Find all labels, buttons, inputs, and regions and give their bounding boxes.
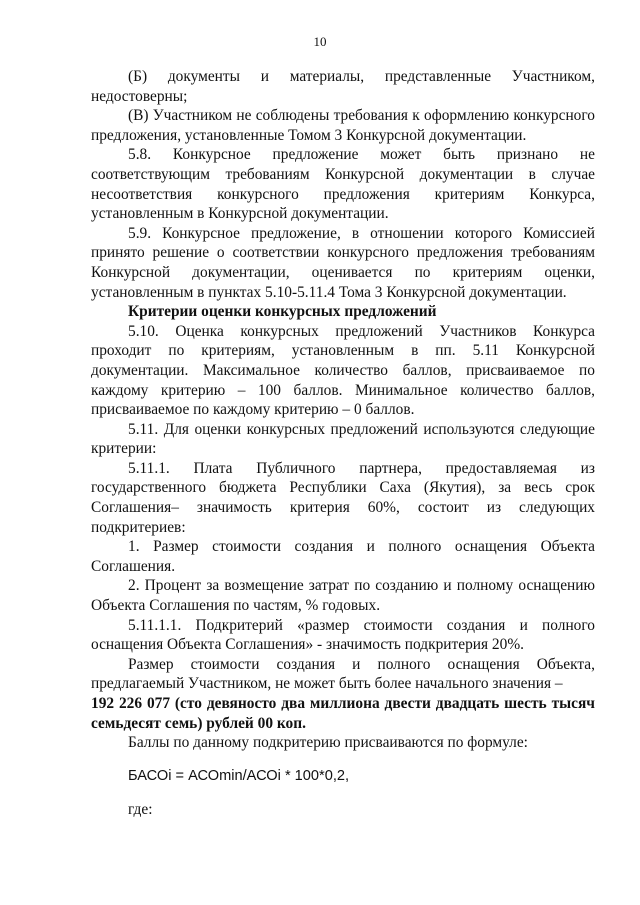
- formula: БАСОi = АСОmin/АСОi * 100*0,2,: [128, 767, 350, 784]
- paragraph-where: где:: [128, 801, 153, 819]
- list-item-1: 1. Размер стоимости создания и полного оснащения Объекта Соглашения.: [91, 538, 595, 575]
- paragraph-5-10: 5.10. Оценка конкурсных предложений Участников Конкурса проходит по критериям, установленным в пп. 5.11 Конкурсной документации. Максимальное количество баллов, присваиваемое по каждому критерию – 100 баллов. Минимальное количество баллов, присваиваемое по каждому критерию – 0 баллов.: [91, 322, 595, 419]
- paragraph-5-8: 5.8. Конкурсное предложение может быть признано не соответствующим требованиям Конкурсной документации в случае несоответствия конкурсного предложения критериям Конкурса, установленным в Конкурсной документации.: [91, 146, 595, 223]
- document-body: [91, 67, 595, 820]
- paragraph-5-9: 5.9. Конкурсное предложение, в отношении которого Комиссией принято решение о соответствии конкурсного предложения требованиям Конкурсной документации, оценивается по критериям оценки, установленным в пунктах 5.10-5.11.4 Тома 3 Конкурсной документации.: [91, 224, 595, 301]
- paragraph-5-11: 5.11. Для оценки конкурсных предложений используются следующие критерии:: [91, 420, 595, 458]
- paragraph-b: (Б) документы и материалы, представленные Участником, недостоверны;: [91, 68, 595, 105]
- paragraph-v: (В) Участником не соблюдены требования к оформлению конкурсного предложения, установленные Томом 3 Конкурсной документации.: [91, 107, 595, 144]
- list-item-2: 2. Процент за возмещение затрат по созданию и полному оснащению Объекта Соглашения по частям, % годовых.: [91, 577, 595, 615]
- paragraph-cost-limit: Размер стоимости создания и полного оснащения Объекта, предлагаемый Участником, не может быть более начального значения –: [91, 655, 595, 693]
- section-heading: Критерии оценки конкурсных предложений: [128, 303, 437, 321]
- paragraph-5-11-1-1: 5.11.1.1. Подкритерий «размер стоимости создания и полного оснащения Объекта Соглашения» - значимость подкритерия 20%.: [91, 616, 595, 654]
- page-number: 10: [313, 34, 327, 49]
- paragraph-amount: 192 226 077 (сто девяносто два миллиона двести двадцать шесть тысяч семьдесят семь) рублей 00 коп.: [91, 695, 595, 732]
- paragraph-formula-intro: Баллы по данному подкритерию присваиваются по формуле:: [128, 734, 528, 752]
- paragraph-5-11-1: 5.11.1. Плата Публичного партнера, предоставляемая из государственного бюджета Республики Саха (Якутия), за весь срок Соглашения– значимость критерия 60%, состоит из следующих подкритериев:: [91, 459, 595, 536]
